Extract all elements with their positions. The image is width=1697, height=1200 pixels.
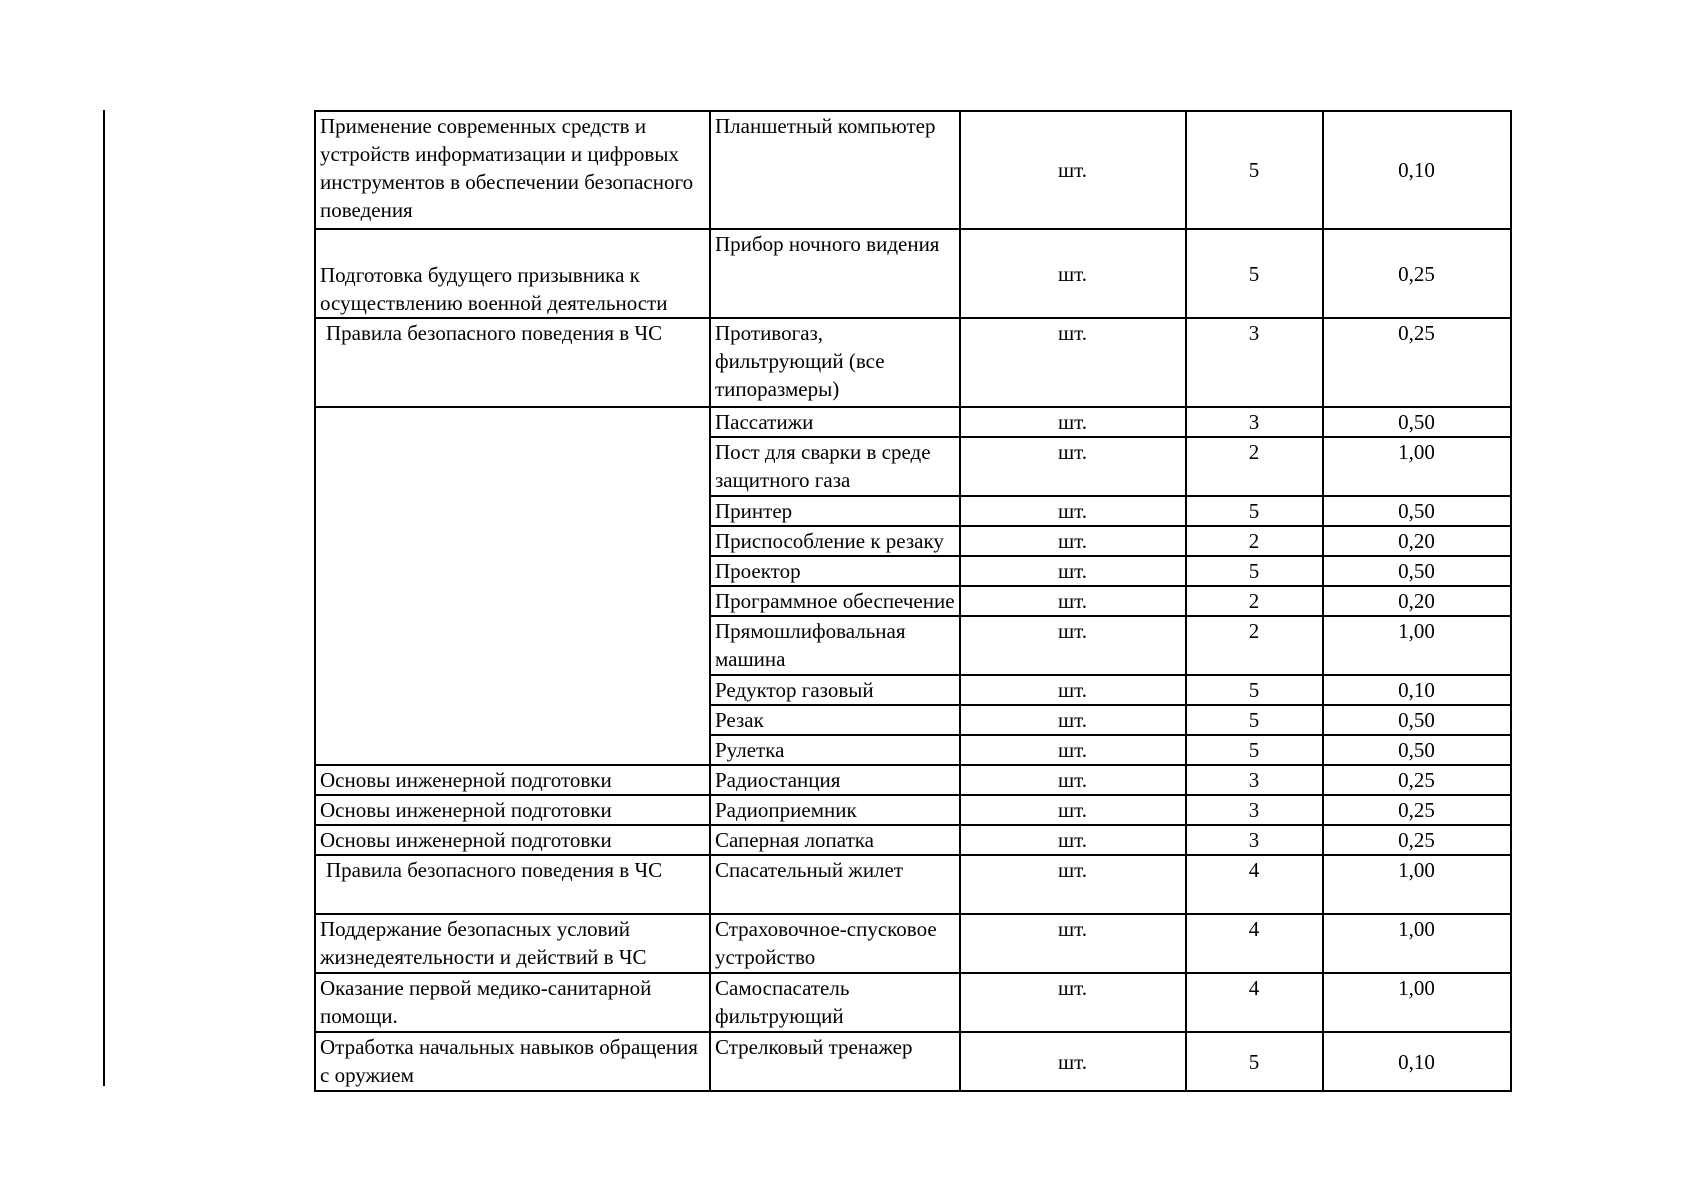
qty-cell: 5: [1186, 735, 1323, 765]
qty-cell: 5: [1186, 705, 1323, 735]
table-row: [315, 229, 1511, 318]
unit-cell: шт.: [960, 765, 1186, 795]
unit-cell: шт.: [960, 229, 1186, 318]
topic-cell: Отработка начальных навыков обращения с оружием: [315, 1032, 710, 1091]
unit-cell: шт.: [960, 407, 1186, 437]
item-cell: Самоспасатель фильтрующий: [710, 973, 960, 1032]
qty-cell: 4: [1186, 973, 1323, 1032]
qty-cell: 2: [1186, 586, 1323, 616]
coef-cell: 1,00: [1323, 616, 1511, 675]
coef-cell: 0,20: [1323, 526, 1511, 556]
item-cell: Прибор ночного видения: [710, 229, 960, 318]
qty-cell: 5: [1186, 556, 1323, 586]
coef-cell: 0,20: [1323, 586, 1511, 616]
item-cell: Резак: [710, 705, 960, 735]
table-row: [315, 825, 1511, 855]
unit-cell: шт.: [960, 735, 1186, 765]
unit-cell: шт.: [960, 616, 1186, 675]
topic-cell: Основы инженерной подготовки: [315, 765, 710, 795]
coef-cell: 1,00: [1323, 973, 1511, 1032]
coef-cell: 0,25: [1323, 318, 1511, 407]
equipment-table: [314, 110, 1512, 1092]
table-row: [315, 407, 1511, 437]
topic-cell: Правила безопасного поведения в ЧС: [315, 318, 710, 407]
coef-cell: 0,50: [1323, 556, 1511, 586]
table-row: [315, 914, 1511, 973]
table-row: [315, 973, 1511, 1032]
item-cell: Редуктор газовый: [710, 675, 960, 705]
item-cell: Пост для сварки в среде защитного газа: [710, 437, 960, 496]
coef-cell: 0,10: [1323, 111, 1511, 229]
qty-cell: 5: [1186, 496, 1323, 526]
item-cell: Приспособление к резаку: [710, 526, 960, 556]
coef-cell: 0,50: [1323, 496, 1511, 526]
unit-cell: шт.: [960, 556, 1186, 586]
coef-cell: 1,00: [1323, 437, 1511, 496]
item-cell: Радиоприемник: [710, 795, 960, 825]
item-cell: Противогаз, фильтрующий (все типоразмеры): [710, 318, 960, 407]
coef-cell: 0,10: [1323, 1032, 1511, 1091]
unit-cell: шт.: [960, 437, 1186, 496]
coef-cell: 0,25: [1323, 825, 1511, 855]
item-cell: Радиостанция: [710, 765, 960, 795]
qty-cell: 5: [1186, 111, 1323, 229]
item-cell: Принтер: [710, 496, 960, 526]
table-row: [315, 1032, 1511, 1091]
qty-cell: 3: [1186, 795, 1323, 825]
qty-cell: 5: [1186, 229, 1323, 318]
topic-cell: Оказание первой медико-санитарной помощи.: [315, 973, 710, 1032]
coef-cell: 0,50: [1323, 407, 1511, 437]
table-row: [315, 765, 1511, 795]
coef-cell: 0,25: [1323, 795, 1511, 825]
coef-cell: 1,00: [1323, 914, 1511, 973]
item-cell: Стрелковый тренажер: [710, 1032, 960, 1091]
coef-cell: 0,25: [1323, 229, 1511, 318]
qty-cell: 2: [1186, 616, 1323, 675]
unit-cell: шт.: [960, 795, 1186, 825]
qty-cell: 3: [1186, 765, 1323, 795]
item-cell: Саперная лопатка: [710, 825, 960, 855]
table-row: [315, 855, 1511, 914]
topic-cell: Подготовка будущего призывника к осуществлению военной деятельности: [315, 229, 710, 318]
unit-cell: шт.: [960, 705, 1186, 735]
qty-cell: 3: [1186, 825, 1323, 855]
qty-cell: 2: [1186, 437, 1323, 496]
topic-cell: Основы инженерной подготовки: [315, 795, 710, 825]
item-cell: Планшетный компьютер: [710, 111, 960, 229]
table-row: [315, 111, 1511, 229]
unit-cell: шт.: [960, 914, 1186, 973]
topic-cell: Основы инженерной подготовки: [315, 825, 710, 855]
page-margin-line: [103, 110, 105, 1086]
item-cell: Спасательный жилет: [710, 855, 960, 914]
coef-cell: 0,25: [1323, 765, 1511, 795]
qty-cell: 2: [1186, 526, 1323, 556]
qty-cell: 5: [1186, 675, 1323, 705]
table-row: [315, 795, 1511, 825]
unit-cell: шт.: [960, 973, 1186, 1032]
unit-cell: шт.: [960, 675, 1186, 705]
unit-cell: шт.: [960, 855, 1186, 914]
qty-cell: 3: [1186, 318, 1323, 407]
coef-cell: 1,00: [1323, 855, 1511, 914]
qty-cell: 4: [1186, 914, 1323, 973]
topic-cell: Поддержание безопасных условий жизнедеятельности и действий в ЧС: [315, 914, 710, 973]
item-cell: Программное обеспечение: [710, 586, 960, 616]
unit-cell: шт.: [960, 111, 1186, 229]
topic-cell: Правила безопасного поведения в ЧС: [315, 855, 710, 914]
unit-cell: шт.: [960, 526, 1186, 556]
coef-cell: 0,10: [1323, 675, 1511, 705]
item-cell: Страховочное-спусковое устройство: [710, 914, 960, 973]
unit-cell: шт.: [960, 496, 1186, 526]
coef-cell: 0,50: [1323, 705, 1511, 735]
topic-cell: Применение современных средств и устройств информатизации и цифровых инструментов в обеспечении безопасного поведения: [315, 111, 710, 229]
unit-cell: шт.: [960, 586, 1186, 616]
unit-cell: шт.: [960, 825, 1186, 855]
unit-cell: шт.: [960, 318, 1186, 407]
item-cell: Рулетка: [710, 735, 960, 765]
table-row: [315, 318, 1511, 407]
coef-cell: 0,50: [1323, 735, 1511, 765]
qty-cell: 5: [1186, 1032, 1323, 1091]
qty-cell: 3: [1186, 407, 1323, 437]
unit-cell: шт.: [960, 1032, 1186, 1091]
item-cell: Пассатижи: [710, 407, 960, 437]
item-cell: Проектор: [710, 556, 960, 586]
topic-cell-empty: [315, 407, 710, 765]
qty-cell: 4: [1186, 855, 1323, 914]
item-cell: Прямошлифовальная машина: [710, 616, 960, 675]
